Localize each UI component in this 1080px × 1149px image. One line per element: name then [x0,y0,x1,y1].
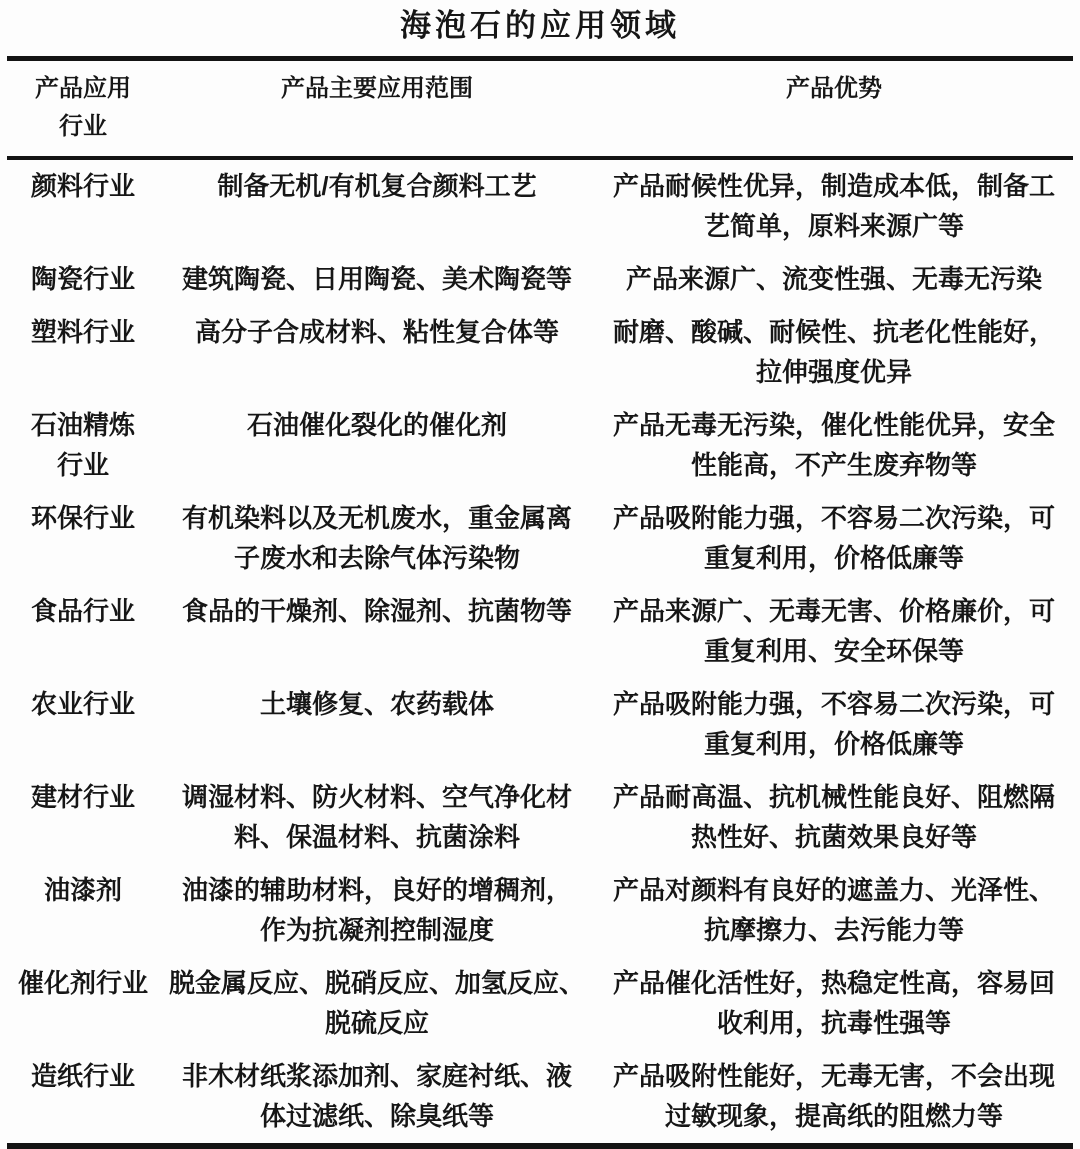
advantage-cell: 产品吸附性能好，无毒无害，不会出现 过敏现象，提高纸的阻燃力等 [612,1061,1055,1131]
advantage-cell: 产品催化活性好，热稳定性高，容易回 收利用，抗毒性强等 [612,968,1055,1038]
scope-cell: 脱金属反应、脱硝反应、加氢反应、 脱硫反应 [168,968,585,1038]
table-row [7,399,1073,492]
header-industry: 产品应用 行业 [35,75,131,140]
industry-cell: 油漆剂 [43,875,122,905]
industry-cell: 催化剂行业 [17,968,148,998]
header-row [7,59,1073,159]
advantage-cell: 产品无毒无污染，催化性能优异，安全 性能高，不产生废弃物等 [612,410,1055,480]
industry-cell: 石油精炼 行业 [30,410,135,480]
advantage-cell: 产品对颜料有良好的遮盖力、光泽性、 抗摩擦力、去污能力等 [612,875,1055,945]
table-header [7,59,1073,159]
industry-cell: 建材行业 [30,782,135,812]
scope-cell: 制备无机/有机复合颜料工艺 [217,171,537,201]
industry-cell: 农业行业 [30,689,135,719]
advantage-cell: 产品耐候性优异，制造成本低，制备工 艺简单，原料来源广等 [612,171,1055,241]
industry-cell: 造纸行业 [30,1061,135,1091]
table-row [7,771,1073,864]
scope-cell: 食品的干燥剂、除湿剂、抗菌物等 [181,596,572,626]
scope-cell: 石油催化裂化的催化剂 [246,410,507,440]
scope-cell: 高分子合成材料、粘性复合体等 [194,317,559,347]
advantage-cell: 产品来源广、无毒无害、价格廉价，可 重复利用、安全环保等 [612,596,1055,666]
table-row [7,585,1073,678]
industry-cell: 食品行业 [30,596,135,626]
table-body [7,158,1073,1146]
advantage-cell: 产品吸附能力强，不容易二次污染，可 重复利用，价格低廉等 [612,503,1055,573]
table-row [7,864,1073,957]
scope-cell: 调湿材料、防火材料、空气净化材 料、保温材料、抗菌涂料 [181,782,572,852]
scope-cell: 非木材纸浆添加剂、家庭衬纸、液 体过滤纸、除臭纸等 [181,1061,572,1131]
table-row [7,678,1073,771]
header-scope: 产品主要应用范围 [281,75,473,102]
header-advantage: 产品优势 [786,75,882,102]
table-row [7,158,1073,253]
scope-cell: 建筑陶瓷、日用陶瓷、美术陶瓷等 [181,264,572,294]
advantage-cell: 产品来源广、流变性强、无毒无污染 [625,264,1042,294]
application-table [7,56,1073,1149]
industry-cell: 颜料行业 [30,171,135,201]
table-row [7,1050,1073,1146]
table-title: 海泡石的应用领域 [400,8,680,43]
scope-cell: 土壤修复、农药载体 [259,689,494,719]
table-row [7,306,1073,399]
industry-cell: 陶瓷行业 [30,264,135,294]
scope-cell: 油漆的辅助材料，良好的增稠剂， 作为抗凝剂控制湿度 [181,875,572,945]
table-row [7,957,1073,1050]
scope-cell: 有机染料以及无机废水，重金属离 子废水和去除气体污染物 [181,503,572,573]
industry-cell: 塑料行业 [30,317,135,347]
advantage-cell: 产品吸附能力强，不容易二次污染，可 重复利用，价格低廉等 [612,689,1055,759]
table-row [7,253,1073,306]
advantage-cell: 耐磨、酸碱、耐候性、抗老化性能好， 拉伸强度优异 [612,317,1055,387]
industry-cell: 环保行业 [30,503,135,533]
table-row [7,492,1073,585]
advantage-cell: 产品耐高温、抗机械性能良好、阻燃隔 热性好、抗菌效果良好等 [612,782,1055,852]
